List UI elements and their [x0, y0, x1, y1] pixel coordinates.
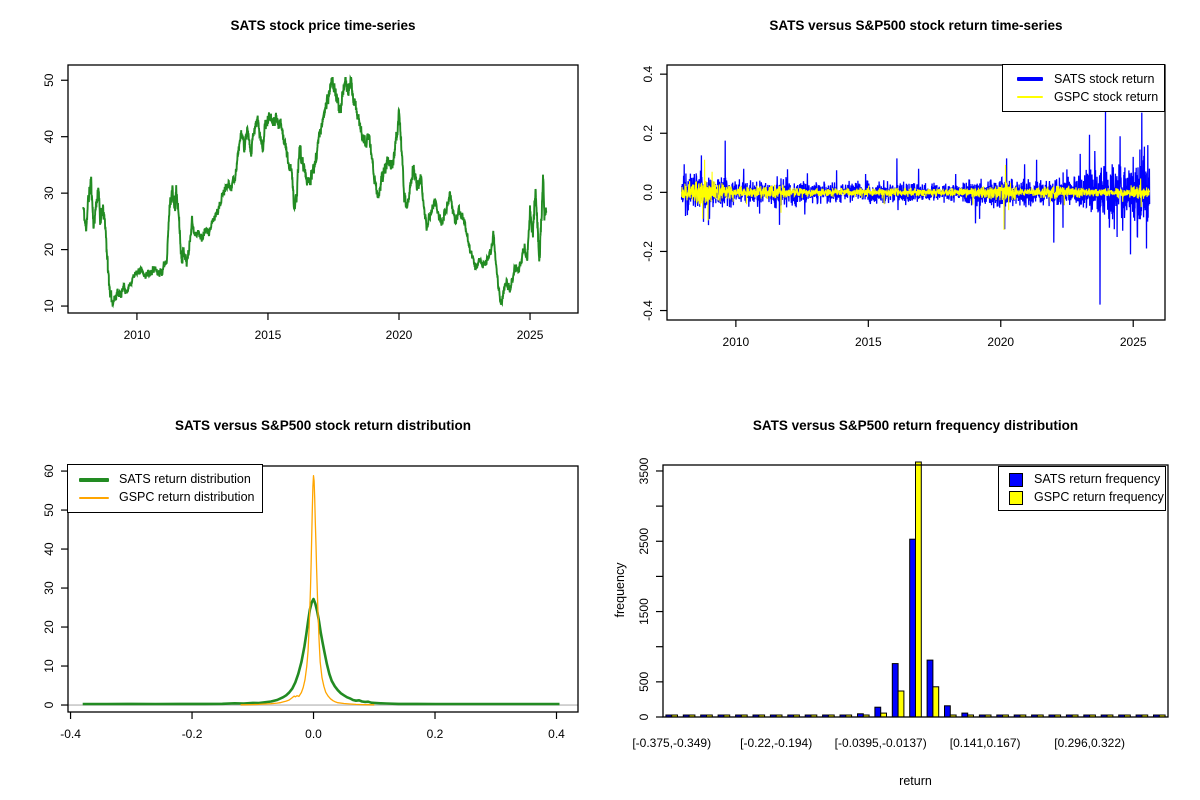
returns-title: SATS versus S&P500 stock return time-series — [769, 18, 1063, 33]
legend-row-sats-density — [68, 471, 262, 489]
legend-label: SATS stock return — [1054, 71, 1155, 86]
histogram-x-axis-label: return — [899, 774, 932, 788]
svg-text:40: 40 — [42, 542, 56, 556]
svg-text:3500: 3500 — [637, 457, 651, 485]
legend-label: SATS return distribution — [119, 472, 251, 487]
gspc-density-line-swatch — [79, 497, 109, 499]
svg-text:-0.2: -0.2 — [181, 727, 203, 741]
svg-text:2015: 2015 — [254, 328, 282, 342]
svg-text:2500: 2500 — [637, 527, 651, 555]
svg-text:[-0.375,-0.349): [-0.375,-0.349) — [632, 736, 712, 750]
legend-row-gspc-return — [1003, 88, 1164, 106]
svg-text:0.0: 0.0 — [641, 184, 655, 201]
gspc-frequency-box-swatch — [1009, 491, 1023, 505]
svg-text:40: 40 — [42, 130, 56, 144]
sats-frequency-box-swatch — [1009, 473, 1023, 487]
svg-text:50: 50 — [42, 503, 56, 517]
price-plot — [0, 0, 600, 400]
svg-text:-0.4: -0.4 — [641, 300, 655, 321]
svg-text:30: 30 — [42, 581, 56, 595]
svg-text:0: 0 — [42, 701, 56, 709]
svg-text:0.4: 0.4 — [641, 65, 655, 83]
svg-text:[0.141,0.167): [0.141,0.167) — [949, 736, 1021, 750]
svg-text:20: 20 — [42, 620, 56, 634]
svg-text:[0.296,0.322): [0.296,0.322) — [1054, 736, 1126, 750]
svg-text:2015: 2015 — [854, 335, 882, 349]
legend-label: SATS return frequency — [1034, 472, 1161, 487]
density-title: SATS versus S&P500 stock return distribution — [174, 418, 472, 433]
returns-plot — [600, 0, 1200, 400]
panel-price — [0, 0, 600, 400]
legend-label: GSPC return distribution — [119, 490, 255, 505]
svg-text:0.4: 0.4 — [548, 727, 565, 741]
price-title: SATS stock price time-series — [230, 18, 416, 33]
svg-text:30: 30 — [42, 186, 56, 200]
svg-text:2025: 2025 — [1119, 335, 1147, 349]
svg-text:10: 10 — [42, 299, 56, 313]
density-legend — [67, 464, 263, 513]
legend-label: GSPC return frequency — [1034, 490, 1164, 505]
legend-row-gspc-frequency — [999, 489, 1165, 507]
legend-row-sats-frequency — [999, 471, 1165, 489]
returns-legend — [1002, 64, 1165, 112]
legend-row-sats-return — [1003, 70, 1164, 88]
panel-density — [0, 400, 600, 800]
svg-text:2020: 2020 — [987, 335, 1015, 349]
svg-text:0.2: 0.2 — [426, 727, 444, 741]
svg-text:[-0.22,-0.194): [-0.22,-0.194) — [740, 736, 813, 750]
density-plot — [0, 400, 600, 800]
svg-text:-0.2: -0.2 — [641, 241, 655, 262]
histogram-y-axis-label: frequency — [613, 562, 627, 618]
svg-text:2020: 2020 — [385, 328, 413, 342]
svg-text:0.2: 0.2 — [641, 124, 655, 142]
legend-label: GSPC stock return — [1054, 89, 1159, 104]
histogram-legend — [998, 466, 1166, 511]
svg-text:50: 50 — [42, 73, 56, 87]
legend-row-gspc-density — [68, 489, 262, 507]
svg-text:1500: 1500 — [637, 598, 651, 625]
svg-text:2025: 2025 — [516, 328, 544, 342]
svg-text:-0.4: -0.4 — [60, 727, 81, 741]
svg-text:10: 10 — [42, 659, 56, 673]
gspc-return-line-swatch — [1017, 96, 1043, 98]
svg-text:20: 20 — [42, 242, 56, 257]
svg-text:60: 60 — [42, 464, 56, 478]
svg-text:2010: 2010 — [123, 328, 151, 342]
sats-return-line-swatch — [1017, 77, 1043, 81]
panel-histogram — [600, 400, 1200, 800]
svg-text:[-0.0395,-0.0137): [-0.0395,-0.0137) — [834, 736, 927, 750]
svg-text:0: 0 — [637, 713, 651, 721]
histogram-plot — [600, 400, 1200, 800]
svg-text:500: 500 — [637, 671, 651, 692]
panel-returns — [600, 0, 1200, 400]
svg-text:0.0: 0.0 — [305, 727, 322, 741]
histogram-title: SATS versus S&P500 return frequency distribution — [752, 418, 1079, 433]
svg-text:2010: 2010 — [722, 335, 750, 349]
sats-density-line-swatch — [79, 478, 109, 482]
